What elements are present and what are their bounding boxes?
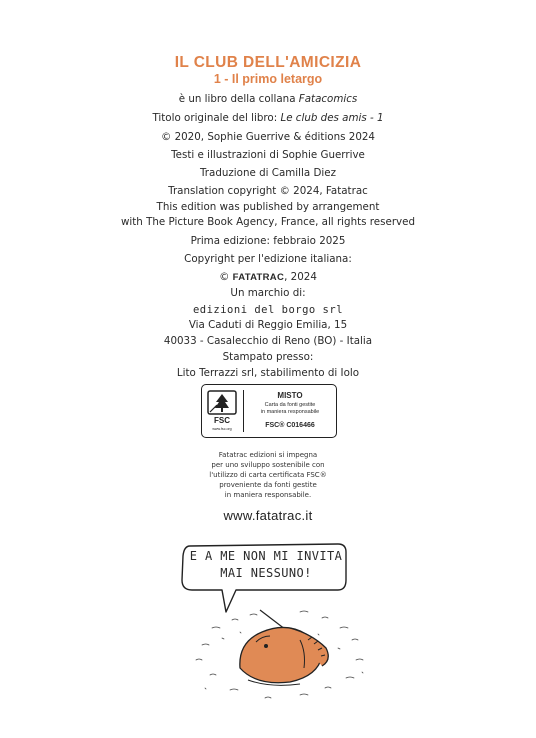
- translation-copyright: Translation copyright © 2024, Fatatrac: [168, 185, 368, 197]
- brand-logo-text: FATATRAC: [232, 272, 285, 283]
- website-link[interactable]: www.fatatrac.it: [223, 508, 313, 523]
- fsc-description: Carta da fonti gestite in maniera responsabile: [260, 402, 320, 415]
- publisher-address-1: Via Caduti di Reggio Emilia, 15: [188, 319, 348, 331]
- translation-line: Traduzione di Camilla Diez: [200, 167, 336, 179]
- brand-copyright-line: © FATATRAC, 2024: [219, 271, 317, 283]
- series-line: è un libro della collana Fatacomics: [178, 93, 358, 105]
- trademark-of: Un marchio di:: [230, 287, 306, 299]
- arrangement-line-1: This edition was published by arrangement: [156, 201, 380, 213]
- series-name: Fatacomics: [298, 93, 358, 105]
- fsc-code: FSC® C016466: [265, 422, 315, 429]
- printed-at-label: Stampato presso:: [222, 351, 314, 363]
- original-title-line: Titolo originale del libro: Le club des amis - 1: [152, 112, 384, 124]
- sustainability-line: per uno sviluppo sostenibile con: [211, 461, 325, 469]
- book-title: IL CLUB DELL'AMICIZIA: [174, 54, 362, 71]
- fsc-misto: MISTO: [277, 391, 303, 400]
- italian-copyright: Copyright per l'edizione italiana:: [184, 253, 352, 265]
- speech-bubble-text: E A ME NON MI INVITA MAI NESSUNO!: [189, 549, 343, 580]
- printer-name: Lito Terrazzi srl, stabilimento di Iolo: [176, 367, 360, 379]
- original-title: Le club des amis - 1: [280, 112, 384, 124]
- sustainability-line: Fatatrac edizioni si impegna: [218, 451, 318, 459]
- first-edition: Prima edizione: febbraio 2025: [190, 235, 346, 247]
- arrangement-line-2: with The Picture Book Agency, France, all rights reserved: [120, 216, 416, 228]
- fsc-logo-url: www.fsc.org: [212, 427, 232, 431]
- authors-line: Testi e illustrazioni di Sophie Guerrive: [171, 149, 365, 161]
- fsc-logo-text: FSC: [214, 416, 230, 425]
- publisher-name: edizioni del borgo srl: [192, 304, 344, 316]
- sustainability-line: proveniente da fonti gestite: [219, 481, 317, 489]
- sustainability-line: l'utilizzo di carta certificata FSC®: [209, 471, 327, 479]
- horseshoe-crab-character: [240, 610, 328, 685]
- copyright-original: © 2020, Sophie Guerrive & éditions 2024: [161, 131, 375, 143]
- publisher-address-2: 40033 - Casalecchio di Reno (BO) - Italia: [163, 335, 373, 347]
- sustainability-line: in maniera responsabile.: [224, 491, 312, 499]
- book-subtitle: 1 - Il primo letargo: [213, 72, 323, 86]
